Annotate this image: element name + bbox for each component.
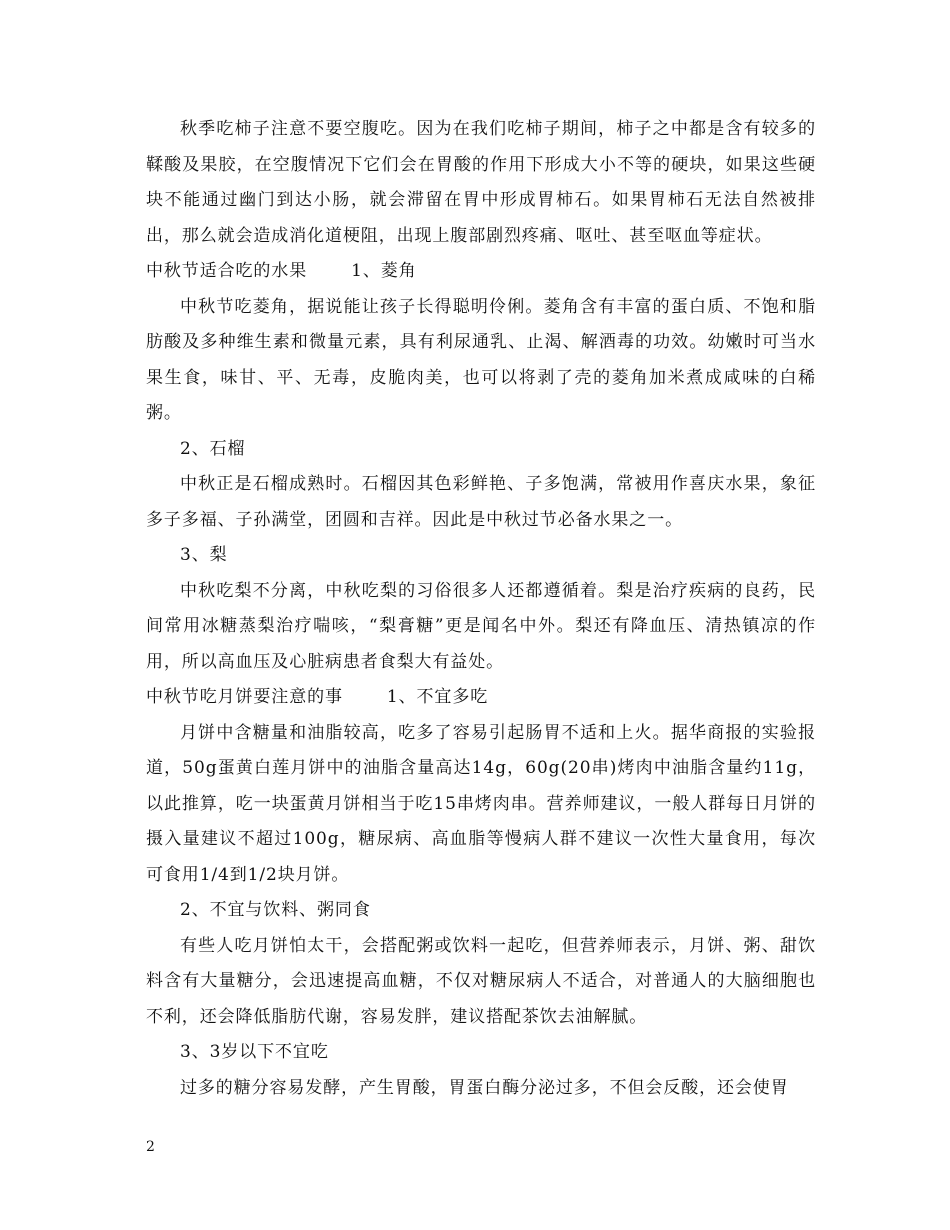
paragraph-not-with-drinks: 有些人吃月饼怕太干，会搭配粥或饮料一起吃，但营养师表示，月饼、粥、甜饮料含有大量糖分，会迅速提高血糖，不仅对糖尿病人不适合，对普通人的大脑细胞也不利，还会降低脂肪代谢，容易发胖，建议搭配茶饮去油解腻。 xyxy=(146,935,816,1027)
page-number: 2 xyxy=(146,1139,155,1155)
document-body xyxy=(146,112,816,1106)
paragraph-pomegranate: 中秋正是石榴成熟时。石榴因其色彩鲜艳、子多饱满，常被用作喜庆水果，象征多子多福、子孙满堂，团圆和吉祥。因此是中秋过节必备水果之一。 xyxy=(146,474,816,530)
paragraph-not-too-much: 月饼中含糖量和油脂较高，吃多了容易引起肠胃不适和上火。据华商报的实验报道，50g蛋黄白莲月饼中的油脂含量高达14g，60g(20串)烤肉中油脂含量约11g，以此推算，吃一块蛋黄月饼相当于吃15串烤肉串。营养师建议，一般人群每日月饼的摄入量建议不超过100g，糖尿病、高血脂等慢病人群不建议一次性大量食用，每次可食用1/4到1/2块月饼。 xyxy=(146,722,816,885)
subheading-not-too-much: 1、不宜多吃 xyxy=(386,687,489,707)
subheading-pear: 3、梨 xyxy=(180,545,228,565)
subheading-water-chestnut: 1、菱角 xyxy=(351,261,417,281)
paragraph-persimmon: 秋季吃柿子注意不要空腹吃。因为在我们吃柿子期间，柿子之中都是含有较多的鞣酸及果胶，在空腹情况下它们会在胃酸的作用下形成大小不等的硬块，如果这些硬块不能通过幽门到达小肠，就会滞留在胃中形成胃柿石。如果胃柿石无法自然被排出，那么就会造成消化道梗阻，出现上腹部剧烈疼痛、呕吐、甚至呕血等症状。 xyxy=(146,119,816,246)
subheading-not-with-drinks: 2、不宜与饮料、粥同食 xyxy=(180,900,371,920)
section-heading-mooncake-title: 中秋节吃月饼要注意的事 xyxy=(146,687,343,707)
subheading-under-three: 3、3岁以下不宜吃 xyxy=(180,1042,329,1062)
paragraph-under-three: 过多的糖分容易发酵，产生胃酸，胃蛋白酶分泌过多，不但会反酸，还会使胃 xyxy=(180,1077,789,1098)
section-heading-fruits xyxy=(146,254,816,290)
paragraph-water-chestnut: 中秋节吃菱角，据说能让孩子长得聪明伶俐。菱角含有丰富的蛋白质、不饱和脂肪酸及多种维生素和微量元素，具有利尿通乳、止渴、解酒毒的功效。幼嫩时可当水果生食，味甘、平、无毒，皮脆肉美，也可以将剥了壳的菱角加米煮成咸味的白稀粥。 xyxy=(146,296,816,423)
section-heading-mooncake xyxy=(146,680,816,716)
subheading-pomegranate: 2、石榴 xyxy=(180,438,246,459)
section-heading-fruits-title: 中秋节适合吃的水果 xyxy=(146,261,308,281)
paragraph-pear: 中秋吃梨不分离，中秋吃梨的习俗很多人还都遵循着。梨是治疗疾病的良药，民间常用冰糖蒸梨治疗喘咳，“梨膏糖”更是闻名中外。梨还有降血压、清热镇凉的作用，所以高血压及心脏病患者食梨大有益处。 xyxy=(146,580,816,672)
